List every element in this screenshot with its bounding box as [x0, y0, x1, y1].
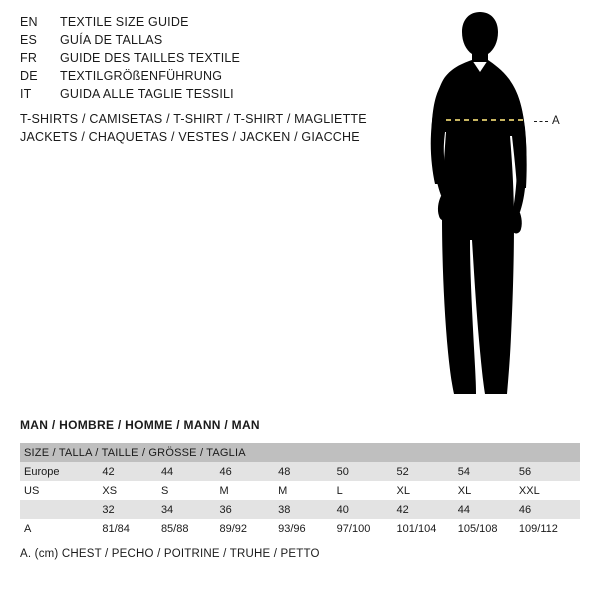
cell: XXL	[519, 481, 580, 500]
language-text: TEXTILE SIZE GUIDE	[60, 15, 189, 29]
table-title: MAN / HOMBRE / HOMME / MANN / MAN	[20, 418, 260, 432]
cell: XL	[397, 481, 458, 500]
language-row	[20, 33, 350, 51]
table-row	[20, 481, 580, 500]
cell: 42	[397, 500, 458, 519]
row-label: Europe	[20, 462, 102, 481]
language-text: GUÍA DE TALLAS	[60, 33, 163, 47]
figure-illustration	[400, 10, 590, 405]
row-label: US	[20, 481, 102, 500]
cell: L	[337, 481, 397, 500]
row-label	[20, 500, 102, 519]
table-row	[20, 500, 580, 519]
language-code: ES	[20, 33, 38, 47]
size-table	[20, 443, 580, 538]
cell: S	[161, 481, 220, 500]
category-block	[20, 110, 420, 146]
language-row	[20, 51, 350, 69]
cell: 32	[102, 500, 161, 519]
cell: 89/92	[220, 519, 279, 538]
cell: 52	[397, 462, 458, 481]
cell: 50	[337, 462, 397, 481]
cell: 46	[519, 500, 580, 519]
language-header-block	[20, 15, 350, 105]
cell: 105/108	[458, 519, 519, 538]
table-row	[20, 519, 580, 538]
cell: 38	[278, 500, 337, 519]
language-row	[20, 15, 350, 33]
cell: 40	[337, 500, 397, 519]
language-code: FR	[20, 51, 38, 65]
cell: 93/96	[278, 519, 337, 538]
cell: 81/84	[102, 519, 161, 538]
cell: M	[278, 481, 337, 500]
cell: 46	[220, 462, 279, 481]
cell: 85/88	[161, 519, 220, 538]
language-code: IT	[20, 87, 32, 101]
cell: 97/100	[337, 519, 397, 538]
language-row	[20, 87, 350, 105]
language-code: EN	[20, 15, 38, 29]
cell: XS	[102, 481, 161, 500]
category-line-jackets: JACKETS / CHAQUETAS / VESTES / JACKEN / GIACCHE	[20, 130, 360, 144]
cell: 44	[161, 462, 220, 481]
cell: 48	[278, 462, 337, 481]
table-row	[20, 462, 580, 481]
language-text: TEXTILGRÖßENFÜHRUNG	[60, 69, 223, 83]
language-text: GUIDA ALLE TAGLIE TESSILI	[60, 87, 234, 101]
cell: 34	[161, 500, 220, 519]
cell: 36	[220, 500, 279, 519]
table-header-label: SIZE / TALLA / TAILLE / GRÖSSE / TAGLIA	[20, 443, 580, 462]
category-line-tshirts: T-SHIRTS / CAMISETAS / T-SHIRT / T-SHIRT / MAGLIETTE	[20, 112, 367, 126]
measure-label-a: A	[552, 115, 561, 127]
language-text: GUIDE DES TAILLES TEXTILE	[60, 51, 241, 65]
language-code: DE	[20, 69, 38, 83]
cell: M	[220, 481, 279, 500]
cell: 54	[458, 462, 519, 481]
language-row	[20, 69, 350, 87]
cell: 101/104	[397, 519, 458, 538]
man-silhouette-icon	[400, 10, 590, 405]
measure-leader-line	[534, 121, 548, 122]
row-label: A	[20, 519, 102, 538]
table-footnote: A. (cm) CHEST / PECHO / POITRINE / TRUHE / PETTO	[20, 548, 320, 560]
cell: 56	[519, 462, 580, 481]
cell: XL	[458, 481, 519, 500]
cell: 44	[458, 500, 519, 519]
table-header-row	[20, 443, 580, 462]
cell: 109/112	[519, 519, 580, 538]
cell: 42	[102, 462, 161, 481]
